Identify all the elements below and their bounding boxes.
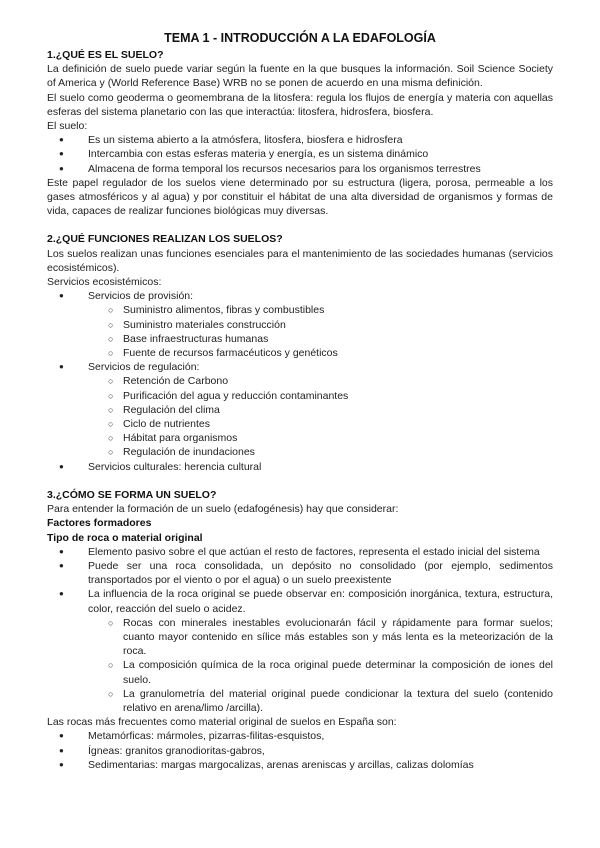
list-item: ○ Retención de Carbono bbox=[88, 374, 553, 388]
list-item: ○ Fuente de recursos farmacéuticos y genéticos bbox=[88, 346, 553, 360]
list-item: ● Sedimentarias: margas margocalizas, arenas areniscas y arcillas, calizas dolomías bbox=[47, 758, 553, 772]
list-item: ○ Rocas con minerales inestables evolucionarán fácil y rápidamente para formar suelos; cuanto mayor contenido en sílice más estables son y más lenta es la meteorización de la roca. bbox=[88, 616, 553, 659]
section-1-paragraph-2: El suelo como geoderma o geomembrana de la litosfera: regula los flujos de energía y materia con aquellas esferas del sistema planetario con las que interactúa: litosfera, hidrosfera, biosfera. bbox=[47, 91, 553, 118]
list-item: ● Almacena de forma temporal los recursos necesarios para los organismos terrestres bbox=[47, 162, 553, 176]
section-1-bullet-list bbox=[47, 133, 553, 176]
list-item bbox=[47, 360, 553, 459]
provision-label: Servicios de provisión: bbox=[88, 290, 194, 303]
section-3-paragraph-2: Las rocas más frecuentes como material original de suelos en España son: bbox=[47, 716, 397, 729]
list-item: ○ Suministro alimentos, fibras y combustibles bbox=[88, 303, 553, 317]
influence-sublist bbox=[88, 616, 553, 715]
list-item: ● Puede ser una roca consolidada, un depósito no consolidado (por ejemplo, sedimentos transportados por el viento o por el agua) o un suelo preexistente bbox=[47, 559, 553, 587]
section-2-paragraph-1: Los suelos realizan unas funciones esenciales para el mantenimiento de las sociedades humanas (servicios ecosistémicos). bbox=[47, 247, 553, 274]
list-item: ● Intercambia con estas esferas materia y energía, es un sistema dinámico bbox=[47, 147, 553, 161]
rocks-list bbox=[47, 729, 553, 772]
list-item: ● Es un sistema abierto a la atmósfera, litosfera, biosfera e hidrosfera bbox=[47, 133, 553, 147]
provision-sublist bbox=[88, 303, 553, 360]
list-item: ○ Ciclo de nutrientes bbox=[88, 417, 553, 431]
influence-text: La influencia de la roca original se puede observar en: composición inorgánica, textura, estructura, color, reacción del suelo o acidez. bbox=[88, 588, 553, 615]
section-1-heading: 1.¿QUÉ ES EL SUELO? bbox=[47, 49, 164, 61]
list-item: ○ Base infraestructuras humanas bbox=[88, 332, 553, 346]
section-2-paragraph-2: Servicios ecosistémicos: bbox=[47, 276, 162, 289]
rock-bullet-list bbox=[47, 545, 553, 715]
list-item: ● Elemento pasivo sobre el que actúan el resto de factores, representa el estado inicial del sistema bbox=[47, 545, 553, 559]
factors-subheading: Factores formadores bbox=[47, 517, 152, 530]
list-item: ○ Purificación del agua y reducción contaminantes bbox=[88, 389, 553, 403]
section-1-paragraph-4: Este papel regulador de los suelos viene determinado por su estructura (ligera, porosa, permeable a los gases atmosféricos y al agua) y por constituir el hábitat de una alta diversidad de organismos y formas de vida, capaces de realizar funciones biológicas muy diversas. bbox=[47, 176, 553, 218]
list-item: ○ Hábitat para organismos bbox=[88, 431, 553, 445]
list-item bbox=[47, 587, 553, 715]
rock-type-subheading: Tipo de roca o material original bbox=[47, 531, 203, 544]
list-item: ● Metamórficas: mármoles, pizarras-filitas-esquistos, bbox=[47, 729, 553, 743]
list-item: ○ La granulometría del material original puede condicionar la textura del suelo (contenido relativo en arena/limo /arcilla). bbox=[88, 687, 553, 715]
section-3-heading: 3.¿CÓMO SE FORMA UN SUELO? bbox=[47, 488, 217, 501]
services-list bbox=[47, 289, 553, 474]
list-item: ○ La composición química de la roca original puede determinar la composición de iones del suelo. bbox=[88, 658, 553, 686]
section-1-paragraph-1: La definición de suelo puede variar según la fuente en la que busques la información. Soil Science Society of America y (World Reference Base) WRB no se ponen de acuerdo en una misma definición. bbox=[47, 63, 553, 90]
section-1-paragraph-3: El suelo: bbox=[47, 120, 88, 133]
section-2-heading: 2.¿QUÉ FUNCIONES REALIZAN LOS SUELOS? bbox=[47, 233, 283, 246]
list-item bbox=[47, 289, 553, 360]
regulation-sublist bbox=[88, 374, 553, 459]
page-title: TEMA 1 - INTRODUCCIÓN A LA EDAFOLOGÍA bbox=[164, 31, 436, 45]
regulation-label: Servicios de regulación: bbox=[88, 361, 200, 374]
list-item: ○ Suministro materiales construcción bbox=[88, 318, 553, 332]
section-3-paragraph-1: Para entender la formación de un suelo (edafogénesis) hay que considerar: bbox=[47, 503, 399, 516]
list-item: ● Ígneas: granitos granodioritas-gabros, bbox=[47, 744, 553, 758]
list-item: ○ Regulación del clima bbox=[88, 403, 553, 417]
list-item: ○ Regulación de inundaciones bbox=[88, 445, 553, 459]
list-item: ● Servicios culturales: herencia cultural bbox=[47, 460, 553, 474]
